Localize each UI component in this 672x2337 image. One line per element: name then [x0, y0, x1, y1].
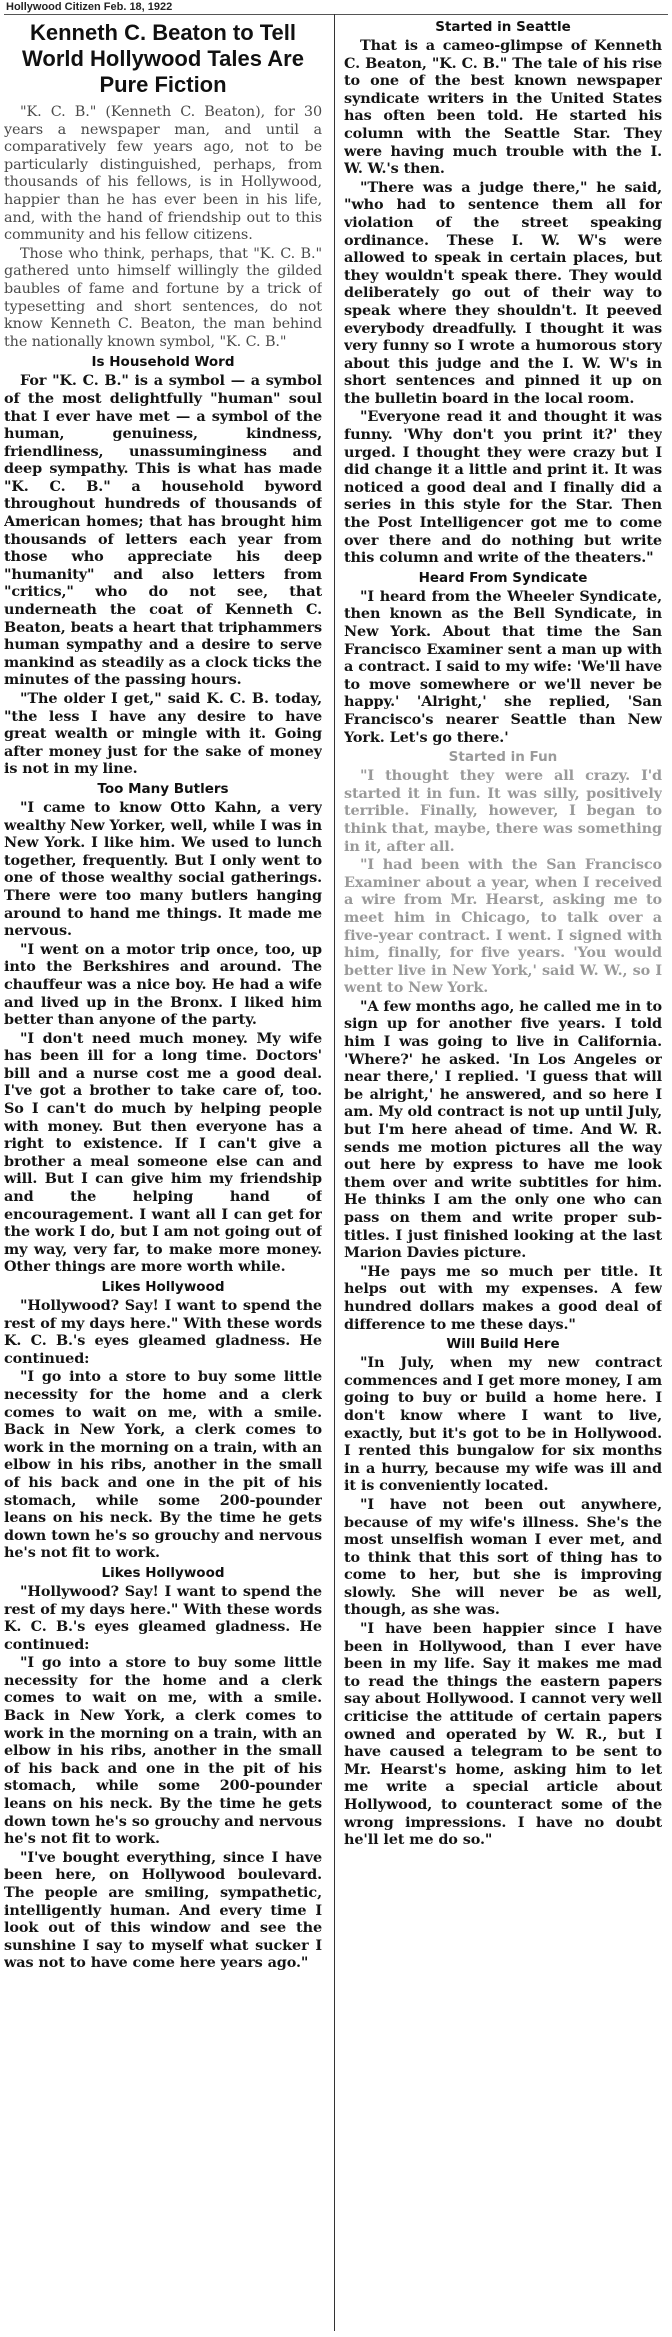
- article-paragraph: "I don't need much money. My wife has been ill for a long time. Doctors' bill and a nurse cost me a good deal. I've got a brother to take care of, too. So I can't do much by helping people with money. But then everyone has a right to existence. If I can't give a brother a meal someone else can and will. But I can give him my friendship and the helping hand of encouragement. I want all I can get for the work I do, but I am not going out of my way, very far, to make more money. Other things are more worth while.: [4, 1029, 322, 1276]
- article-paragraph: "I have been happier since I have been in Hollywood, than I ever have been in my life. Say it makes me mad to read the things the eastern papers say about Hollywood. I cannot very well criticise the attitude of certain papers owned and operated by W. R., but I have caused a telegram to be sent to Mr. Hearst's home, asking him to let me write a special article about Hollywood, to counteract some of the wrong impressions. I have no doubt he'll let me do so.": [344, 1620, 662, 1849]
- article-paragraph: "There was a judge there," he said, "who had to sentence them all for violation of the street speaking ordinance. These I. W. W's were allowed to speak in certain places, but they wouldn't speak there. They would deliberately go out of their way to speak where they shouldn't. It peeved everybody dreadfully. I thought it was very funny so I wrote a humorous story about this judge and the I. W. W's in short sentences and pinned it up on the bulletin board in the local room.: [344, 178, 662, 407]
- article-paragraph: "I had been with the San Francisco Examiner about a year, when I received a wire from Mr. Hearst, asking me to meet him in Chicago, to talk over a five-year contract. I went. I signed with him, finally, for five years. 'You would better live in New York,' said W. W., so I went to New York.: [344, 856, 662, 997]
- article-paragraph: "I have not been out anywhere, because of my wife's illness. She's the most unselfish woman I ever met, and to think that this sort of thing has to come to her, but she is improving slowly. She will never be as well, though, as she was.: [344, 1495, 662, 1619]
- article-paragraph: "I went on a motor trip once, too, up into the Berkshires and around. The chauffeur was a nice boy. He had a wife and lived up in the Bronx. I liked him better than anyone of the party.: [4, 940, 322, 1029]
- subheading: Too Many Butlers: [97, 780, 229, 797]
- headline: Kenneth C. Beaton to Tell World Hollywood Tales Are Pure Fiction: [22, 20, 304, 97]
- top-rule: [4, 14, 668, 15]
- article-paragraph: "Hollywood? Say! I want to spend the rest of my days here." With these words K. C. B.'s eyes gleamed gladness. He continued:: [4, 1582, 322, 1653]
- article-paragraph: For "K. C. B." is a symbol — a symbol of the most delightfully "human" soul that I ever have met — a symbol of the human, genuiness, kindness, friendliness, unassuminginess and deep sympathy. This is what has made "K. C. B." a household byword throughout hundreds of thousands of American homes; that has brought him thousands of letters each year from those who appreciate his deep "humanity" and also letters from "critics," who do not see, that underneath the coat of Kenneth C. Beaton, beats a heart that triphammers human sympathy and a desire to serve mankind as steadily as a clock ticks the minutes of the passing hours.: [4, 372, 322, 689]
- article-paragraph: "The older I get," said K. C. B. today, "the less I have any desire to have great wealth or mingle with it. Going after money just for the sake of money is not in my line.: [4, 690, 322, 778]
- article-paragraph: That is a cameo-glimpse of Kenneth C. Beaton, "K. C. B." The tale of his rise to one of the best known newspaper syndicate writers in the United States has often been told. He started his column with the Seattle Star. They were having much trouble with the I. W. W.'s then.: [344, 37, 662, 178]
- article-paragraph: "A few months ago, he called me in to sign up for another five years. I told him I was going to live in California. 'Where?' he asked. 'In Los Angeles or near there,' I replied. 'I guess that will be alright,' he answered, and so here I am. My old contract is not up until July, but I'm here ahead of time. And W. R. sends me motion pictures all the way out here by express to have me look them over and write subtitles for him. He thinks I am the only one who can pass on them and write proper sub-titles. I just finished looking at the last Marion Davies picture.: [344, 997, 662, 1262]
- subheading: Started in Seattle: [435, 19, 571, 35]
- article-paragraph: "I came to know Otto Kahn, a very wealthy New Yorker, well, while I was in New York. I like him. We used to lunch together, frequently. But I only went to one of those wealthy social gatherings. There were too many butlers hanging around to hand me things. It made me nervous.: [4, 798, 322, 940]
- masthead: Hollywood Citizen Feb. 18, 1922: [6, 1, 173, 13]
- subheading: Is Household Word: [91, 354, 235, 371]
- subheading: Started in Fun: [448, 749, 558, 766]
- subheading: Heard From Syndicate: [418, 569, 588, 586]
- article-paragraph: "I heard from the Wheeler Syndicate, then known as the Bell Syndicate, in New York. About that time the San Francisco Examiner sent a man up with a contract. I said to my wife: 'We'll have to move somewhere or we'll never be happy.' 'Alright,' she replied, 'San Francisco's nearer Seattle than New York. Let's go there.': [344, 587, 662, 746]
- subheading: Likes Hollywood: [101, 1279, 225, 1295]
- left-column: [4, 16, 322, 2331]
- article-paragraph: "I thought they were all crazy. I'd started it in fun. It was silly, positively terrible. Finally, however, I began to think that, maybe, there was something in it, after all.: [344, 767, 662, 855]
- article-paragraph: "Hollywood? Say! I want to spend the rest of my days here." With these words K. C. B.'s eyes gleamed gladness. He continued:: [4, 1297, 322, 1367]
- article-paragraph: Those who think, perhaps, that "K. C. B." gathered unto himself willingly the gilded baubles of fame and fortune by a trick of typesetting and short sentences, do not know Kenneth C. Beaton, the man behind the nationally known symbol, "K. C. B.": [4, 245, 322, 350]
- article-paragraph: "He pays me so much per title. It helps out with my expenses. A few hundred dollars makes a good deal of difference to me these days.": [344, 1262, 662, 1333]
- subheading: Will Build Here: [446, 1336, 560, 1353]
- article-paragraph: "In July, when my new contract commences and I get more money, I am going to buy or build a home here. I don't know where I want to live, exactly, but it's got to be in Hollywood. I rented this bungalow for six months in a hurry, because my wife was ill and it is conveniently located.: [344, 1354, 662, 1495]
- article-paragraph: "Everyone read it and thought it was funny. 'Why don't you print it?' they urged. I thought they were crazy but I did change it a little and print it. It was noticed a good deal and I finally did a series in this style for the Star. Then the Post Intelligencer got me to come over there and do nothing but write this column and write of the theaters.": [344, 408, 662, 567]
- article-paragraph: "I go into a store to buy some little necessity for the home and a clerk comes to wait on me, with a smile. Back in New York, a clerk comes to work in the morning on a train, with an elbow in his ribs, another in the small of his back and one in the pit of his stomach, while some 200-pounder leans on his neck. By the time he gets down town he's so grouchy and nervous he's not fit to work.: [4, 1368, 322, 1562]
- article-paragraph: "I've bought everything, since I have been here, on Hollywood boulevard. The people are smiling, sympathetic, intelligently human. And every time I look out of this window and see the sunshine I say to myself what sucker I was not to have come here years ago.": [4, 1848, 322, 1972]
- right-column: [344, 16, 662, 2331]
- subheading: Likes Hollywood: [101, 1564, 225, 1581]
- article-paragraph: "K. C. B." (Kenneth C. Beaton), for 30 years a newspaper man, and until a comparatively few years ago, not to be particularly distinguished, perhaps, from thousands of his fellows, is in Hollywood, happier than he has ever been in his life, and, with the hand of friendship out to this community and his fellow citizens.: [4, 104, 322, 244]
- article-paragraph: "I go into a store to buy some little necessity for the home and a clerk comes to wait on me, with a smile. Back in New York, a clerk comes to work in the morning on a train, with an elbow in his ribs, another in the small of his back and one in the pit of his stomach, while some 200-pounder leans on his neck. By the time he gets down town he's so grouchy and nervous he's not fit to work.: [4, 1654, 322, 1848]
- column-rule: [334, 14, 335, 2331]
